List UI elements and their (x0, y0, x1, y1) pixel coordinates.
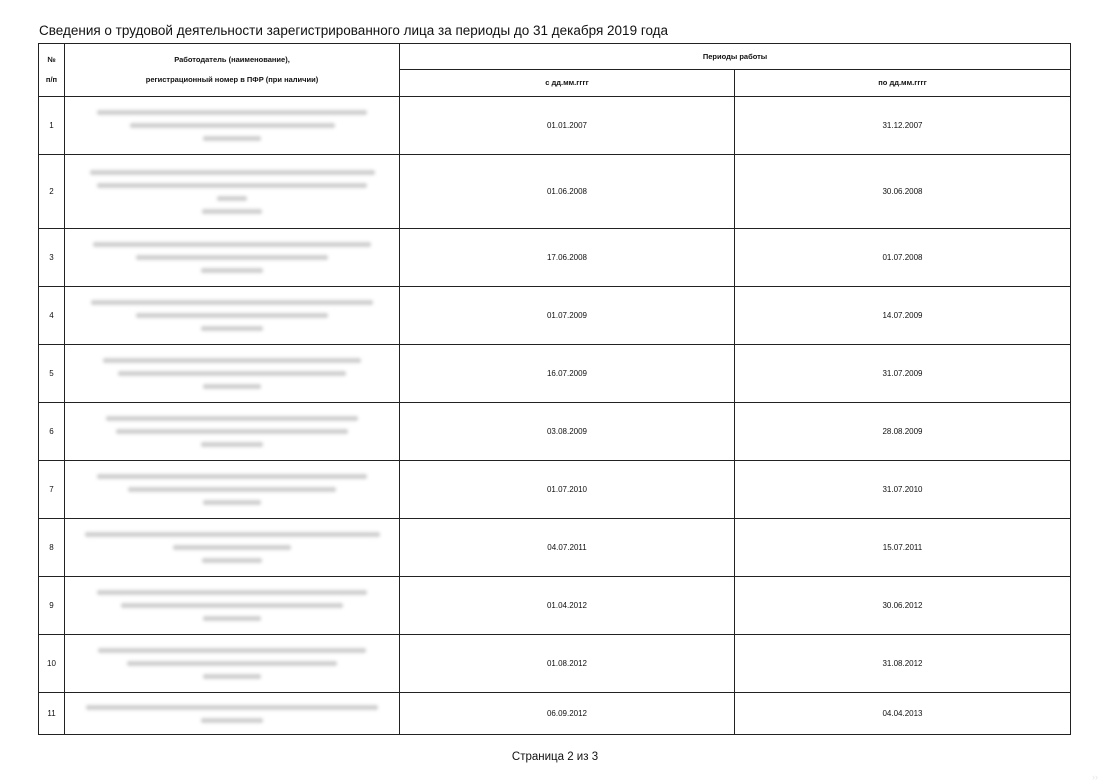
employer-cell-redacted (65, 519, 400, 577)
employer-cell-redacted (65, 345, 400, 403)
header-employer-line1: Работодатель (наименование), (174, 55, 290, 64)
employer-cell-redacted (65, 577, 400, 635)
date-to: 31.07.2010 (735, 461, 1071, 519)
employer-cell-redacted (65, 635, 400, 693)
date-to: 15.07.2011 (735, 519, 1071, 577)
table-row (39, 229, 1071, 287)
date-from: 01.01.2007 (400, 97, 735, 155)
watermark-mark: ›› (1092, 772, 1098, 782)
employer-cell-redacted (65, 693, 400, 735)
row-number: 7 (39, 461, 65, 519)
row-number: 4 (39, 287, 65, 345)
table-row (39, 577, 1071, 635)
date-to: 04.04.2013 (735, 693, 1071, 735)
date-from: 01.07.2010 (400, 461, 735, 519)
date-to: 30.06.2008 (735, 155, 1071, 229)
header-number-symbol: № (47, 55, 56, 64)
header-employer-line2: регистрационный номер в ПФР (при наличии) (145, 75, 319, 84)
table-row (39, 403, 1071, 461)
header-periods: Периоды работы (400, 44, 1071, 70)
page-number: Страница 2 из 3 (511, 751, 599, 763)
row-number: 11 (39, 693, 65, 735)
header-number (39, 44, 65, 97)
header-date-to: по дд.мм.гггг (735, 70, 1071, 97)
employer-cell-redacted (65, 155, 400, 229)
table-row (39, 345, 1071, 403)
date-from: 17.06.2008 (400, 229, 735, 287)
date-from: 06.09.2012 (400, 693, 735, 735)
row-number: 3 (39, 229, 65, 287)
row-number: 1 (39, 97, 65, 155)
date-to: 31.12.2007 (735, 97, 1071, 155)
date-from: 16.07.2009 (400, 345, 735, 403)
date-from: 01.06.2008 (400, 155, 735, 229)
employer-cell-redacted (65, 403, 400, 461)
date-from: 01.04.2012 (400, 577, 735, 635)
header-number-label: п/п (45, 75, 58, 84)
date-to: 28.08.2009 (735, 403, 1071, 461)
table-row (39, 97, 1071, 155)
row-number: 8 (39, 519, 65, 577)
employer-cell-redacted (65, 229, 400, 287)
row-number: 10 (39, 635, 65, 693)
table-row (39, 635, 1071, 693)
row-number: 9 (39, 577, 65, 635)
employer-cell-redacted (65, 97, 400, 155)
row-number: 5 (39, 345, 65, 403)
table-row (39, 519, 1071, 577)
document-title: Сведения о трудовой деятельности зарегистрированного лица за периоды до 31 декабря 2019 года (39, 23, 669, 38)
header-employer (65, 44, 400, 97)
date-to: 01.07.2008 (735, 229, 1071, 287)
table-row (39, 155, 1071, 229)
header-date-from: с дд.мм.гггг (400, 70, 735, 97)
date-to: 31.08.2012 (735, 635, 1071, 693)
row-number: 2 (39, 155, 65, 229)
row-number: 6 (39, 403, 65, 461)
employer-cell-redacted (65, 287, 400, 345)
date-to: 14.07.2009 (735, 287, 1071, 345)
date-to: 30.06.2012 (735, 577, 1071, 635)
employment-table (38, 43, 1071, 735)
employer-cell-redacted (65, 461, 400, 519)
date-from: 01.07.2009 (400, 287, 735, 345)
date-from: 03.08.2009 (400, 403, 735, 461)
date-from: 01.08.2012 (400, 635, 735, 693)
table-row (39, 287, 1071, 345)
table-row (39, 461, 1071, 519)
date-to: 31.07.2009 (735, 345, 1071, 403)
table-row (39, 693, 1071, 735)
date-from: 04.07.2011 (400, 519, 735, 577)
